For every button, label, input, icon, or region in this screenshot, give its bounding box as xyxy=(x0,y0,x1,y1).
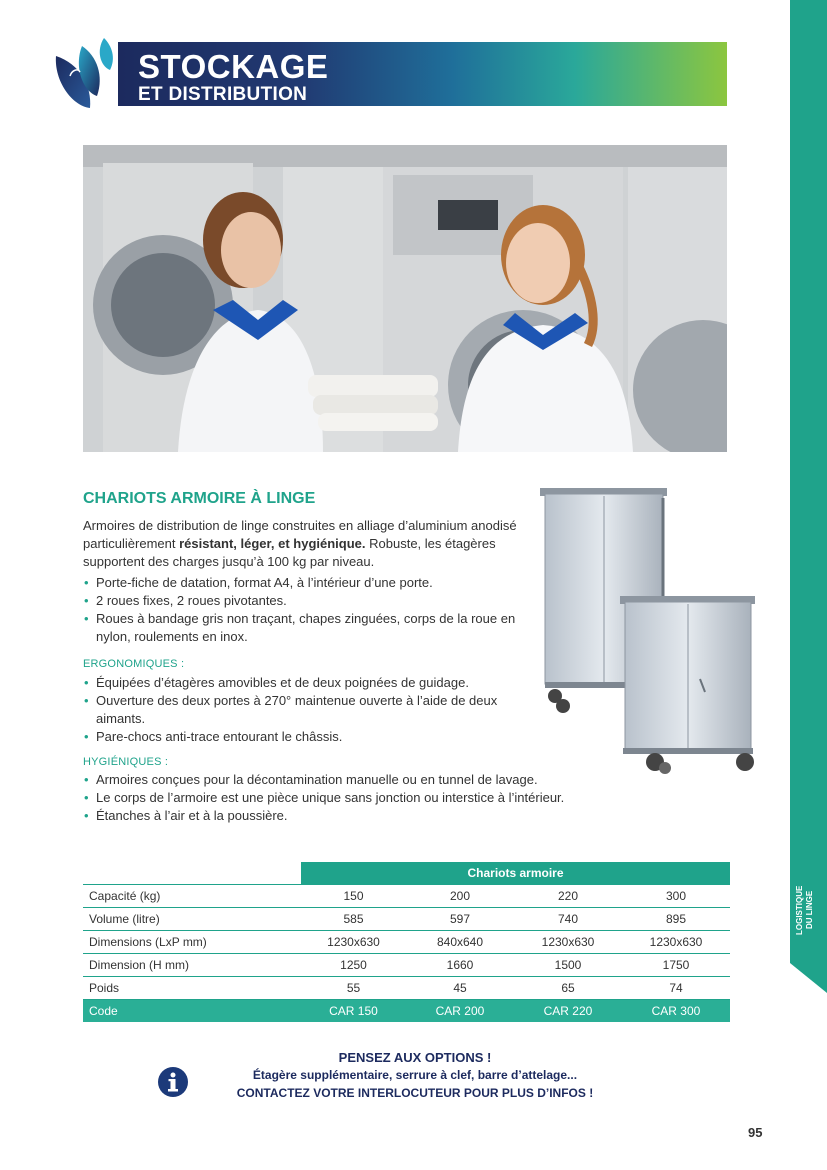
page-subtitle: ET DISTRIBUTION xyxy=(138,84,308,105)
table-header: Chariots armoire xyxy=(301,862,730,885)
side-category-label: LOGISTIQUE DU LINGE xyxy=(795,885,814,935)
page-header xyxy=(52,36,727,111)
table-row: Volume (litre) 585 597 740 895 xyxy=(83,908,730,931)
list-item: • Porte-fiche de datation, format A4, à l’intérieur d’une porte. xyxy=(83,574,523,592)
list-item: • Roues à bandage gris non traçant, chapes zinguées, corps de la roue en nylon, roulements en inox. xyxy=(83,610,523,646)
table-row: Dimension (H mm) 1250 1660 1500 1750 xyxy=(83,954,730,977)
list-item: • Étanches à l’air et à la poussière. xyxy=(83,807,643,825)
ergonomics-title: ERGONOMIQUES : xyxy=(83,658,185,670)
ergonomics-list xyxy=(83,674,528,746)
list-item: • Pare-chocs anti-trace entourant le châssis. xyxy=(83,728,528,746)
features-list xyxy=(83,574,523,646)
page-number: 95 xyxy=(748,1125,763,1140)
info-heading: PENSEZ AUX OPTIONS ! xyxy=(338,1050,492,1065)
title-banner xyxy=(118,42,727,106)
table-row: Poids 55 45 65 74 xyxy=(83,977,730,1000)
side-tab-corner xyxy=(790,963,827,993)
table-code-row: Code CAR 150 CAR 200 CAR 220 CAR 300 xyxy=(83,1000,730,1023)
info-icon xyxy=(157,1066,189,1098)
table-row: Capacité (kg) 150 200 220 300 xyxy=(83,885,730,908)
list-item: • Ouverture des deux portes à 270° maintenue ouverte à l’aide de deux aimants. xyxy=(83,692,506,728)
list-item: • Le corps de l’armoire est une pièce unique sans jonction ou interstice à l’intérieur. xyxy=(83,789,643,807)
info-options: Étagère supplémentaire, serrure à clef, barre d’attelage... xyxy=(252,1068,578,1082)
page-title: STOCKAGE xyxy=(138,48,329,85)
list-item: • Équipées d’étagères amovibles et de deux poignées de guidage. xyxy=(83,674,528,692)
hygiene-title: HYGIÉNIQUES : xyxy=(83,756,169,768)
list-item: • Armoires conçues pour la décontamination manuelle ou en tunnel de lavage. xyxy=(83,771,643,789)
table-header-row xyxy=(83,862,730,885)
hygiene-list xyxy=(83,771,643,825)
section-title: CHARIOTS ARMOIRE À LINGE xyxy=(83,490,316,507)
leaf-logo-icon xyxy=(52,36,122,111)
section-intro: Armoires de distribution de linge construites en alliage d’aluminium anodisé particulièrement résistant, léger, et hygiénique. Robuste, les étagères supportent des charges jusqu’à 100 kg par niveau. xyxy=(83,518,517,569)
linen-cabinet-trolley-image xyxy=(535,484,755,774)
list-item: • 2 roues fixes, 2 roues pivotantes. xyxy=(83,592,523,610)
specs-table xyxy=(83,862,730,1022)
table-row: Dimensions (LxP mm) 1230x630 840x640 1230x630 1230x630 xyxy=(83,931,730,954)
info-contact: CONTACTEZ VOTRE INTERLOCUTEUR POUR PLUS D’INFOS ! xyxy=(236,1086,594,1100)
laundry-photo xyxy=(83,145,727,452)
side-category-tab xyxy=(790,0,827,963)
